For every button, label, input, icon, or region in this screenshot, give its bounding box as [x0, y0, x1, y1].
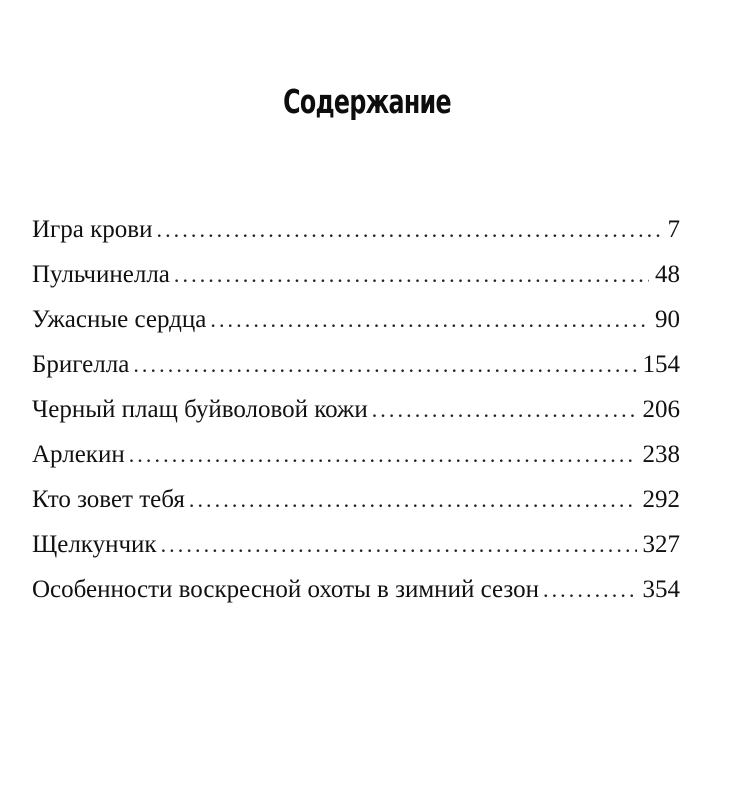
toc-entry-title: Арлекин	[32, 441, 125, 468]
toc-entry-title: Игра крови	[32, 216, 153, 243]
table-of-contents	[32, 207, 680, 612]
toc-entry[interactable]	[32, 252, 680, 297]
dot-leader	[543, 567, 637, 612]
dot-leader	[189, 477, 637, 522]
toc-entry-title: Щелкунчик	[32, 531, 157, 558]
toc-entry-title: Ужасные сердца	[32, 306, 207, 333]
toc-entry-page: 154	[642, 351, 680, 378]
toc-entry-page: 238	[642, 441, 680, 468]
toc-entry-title: Пульчинелла	[32, 261, 170, 288]
dot-leader	[210, 297, 649, 342]
toc-entry[interactable]	[32, 522, 680, 567]
toc-entry-title: Черный плащ буйволовой кожи	[32, 396, 368, 423]
toc-entry-page: 7	[667, 216, 680, 243]
toc-entry-page: 292	[642, 486, 680, 513]
toc-entry[interactable]	[32, 297, 680, 342]
toc-entry-page: 327	[642, 531, 680, 558]
toc-entry-title: Бригелла	[32, 351, 130, 378]
dot-leader	[129, 432, 637, 477]
page-title: Содержание	[283, 82, 451, 121]
toc-entry[interactable]	[32, 342, 680, 387]
dot-leader	[161, 522, 637, 567]
toc-entry-title: Особенности воскресной охоты в зимний сезон	[32, 576, 539, 603]
toc-entry[interactable]	[32, 207, 680, 252]
dot-leader	[174, 252, 649, 297]
toc-entry-page: 48	[655, 261, 680, 288]
toc-entry-title: Кто зовет тебя	[32, 486, 185, 513]
toc-entry[interactable]	[32, 567, 680, 612]
toc-entry-page: 90	[655, 306, 680, 333]
toc-entry[interactable]	[32, 387, 680, 432]
toc-entry[interactable]	[32, 477, 680, 522]
dot-leader	[156, 207, 661, 252]
toc-entry[interactable]	[32, 432, 680, 477]
toc-entry-page: 206	[642, 396, 680, 423]
dot-leader	[133, 342, 636, 387]
dot-leader	[372, 387, 637, 432]
toc-entry-page: 354	[642, 576, 680, 603]
